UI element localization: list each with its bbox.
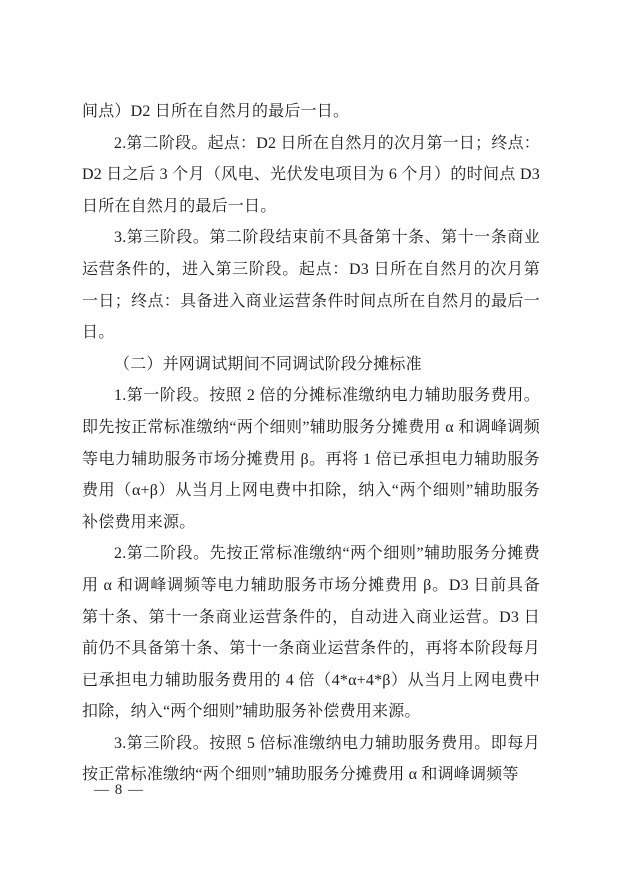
document-body — [82, 96, 540, 791]
page-number: — 8 — — [94, 782, 144, 798]
paragraph-stage1-fee-standard: 1.第一阶段。按照 2 倍的分摊标准缴纳电力辅助服务费用。即先按正常标准缴纳“两个细则”辅助服务分摊费用 α 和调峰调频等电力辅助服务市场分摊费用 β。再将 1 倍已承担电力辅助服务费用（α+β）从当月上网电费中扣除，纳入“两个细则”辅助服务补偿费用来源。 — [82, 387, 540, 531]
paragraph-stage2-definition: 2.第二阶段。起点：D2 日所在自然月的次月第一日；终点：D2 日之后 3 个月（风电、光伏发电项目为 6 个月）的时间点 D3 日所在自然月的最后一日。 — [82, 134, 540, 215]
section-heading-fee-sharing-standard: （二）并网调试期间不同调试阶段分摊标准 — [114, 355, 422, 373]
paragraph-stage1-continuation: 间点）D2 日所在自然月的最后一日。 — [82, 103, 350, 120]
paragraph-stage3-fee-standard: 3.第三阶段。按照 5 倍标准缴纳电力辅助服务费用。即每月按正常标准缴纳“两个细则”辅助服务分摊费用 α 和调峰调频等 — [82, 734, 540, 784]
paragraph-stage2-fee-standard: 2.第二阶段。先按正常标准缴纳“两个细则”辅助服务分摊费用 α 和调峰调频等电力辅助服务市场分摊费用 β。D3 日前具备第十条、第十一条商业运营条件的，自动进入商业运营。D3 日前仍不具备第十条、第十一条商业运营条件的，再将本阶段每月已承担电力辅助服务费用的 4 倍（4*α+4*β）从当月上网电费中扣除，纳入“两个细则”辅助服务补偿费用来源。 — [82, 545, 540, 721]
paragraph-stage3-definition: 3.第三阶段。第二阶段结束前不具备第十条、第十一条商业运营条件的，进入第三阶段。起点：D3 日所在自然月的次月第一日；终点：具备进入商业运营条件时间点所在自然月的最后一日。 — [82, 229, 540, 342]
